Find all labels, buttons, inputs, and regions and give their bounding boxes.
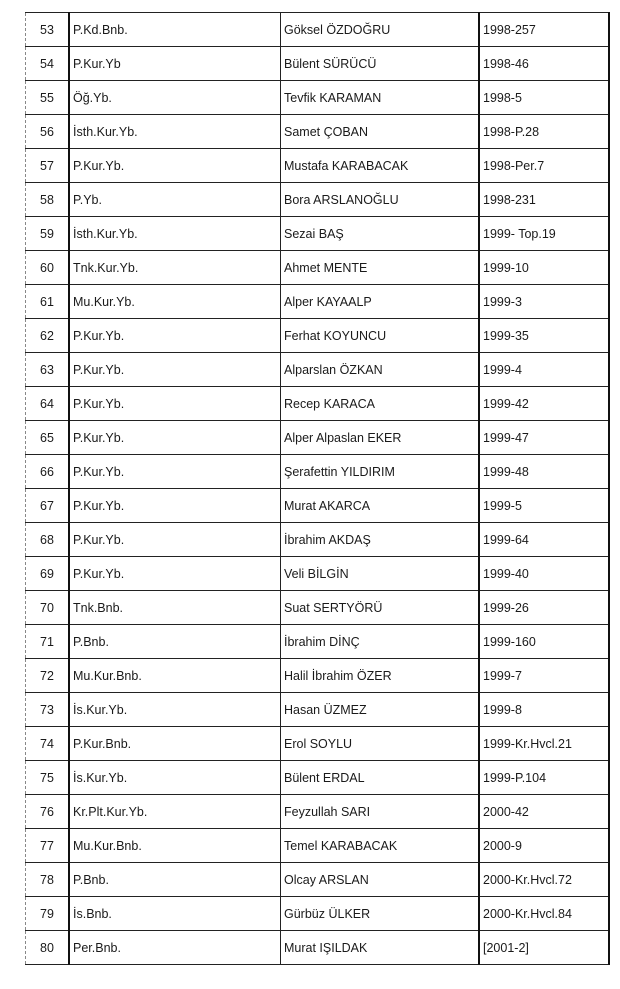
rank-cell: P.Kur.Yb <box>69 47 281 81</box>
rank-cell: P.Kur.Yb. <box>69 557 281 591</box>
row-number: 58 <box>26 183 70 217</box>
registry-code-cell: 1999-64 <box>479 523 609 557</box>
table-row <box>26 931 610 965</box>
person-name-cell: Suat SERTYÖRÜ <box>281 591 480 625</box>
table-row <box>26 761 610 795</box>
person-name-cell: Temel KARABACAK <box>281 829 480 863</box>
rank-cell: Per.Bnb. <box>69 931 281 965</box>
registry-code-cell: 2000-9 <box>479 829 609 863</box>
rank-cell: P.Kur.Yb. <box>69 523 281 557</box>
person-name-cell: İbrahim AKDAŞ <box>281 523 480 557</box>
registry-code-cell: 1999-48 <box>479 455 609 489</box>
rank-cell: Mu.Kur.Bnb. <box>69 659 281 693</box>
row-number: 73 <box>26 693 70 727</box>
registry-code-cell: 1999-P.104 <box>479 761 609 795</box>
row-number: 59 <box>26 217 70 251</box>
person-name-cell: İbrahim DİNÇ <box>281 625 480 659</box>
registry-code-cell: 1999-7 <box>479 659 609 693</box>
row-number: 72 <box>26 659 70 693</box>
registry-code-cell: 1998-5 <box>479 81 609 115</box>
table-row <box>26 149 610 183</box>
person-name-cell: Ahmet MENTE <box>281 251 480 285</box>
table-row <box>26 863 610 897</box>
registry-code-cell: 1999- Top.19 <box>479 217 609 251</box>
table-row <box>26 353 610 387</box>
row-number: 68 <box>26 523 70 557</box>
row-number: 61 <box>26 285 70 319</box>
row-number: 75 <box>26 761 70 795</box>
registry-code-cell: 1998-Per.7 <box>479 149 609 183</box>
rank-cell: Kr.Plt.Kur.Yb. <box>69 795 281 829</box>
table-row <box>26 217 610 251</box>
rank-cell: P.Bnb. <box>69 625 281 659</box>
rank-cell: Mu.Kur.Bnb. <box>69 829 281 863</box>
row-number: 65 <box>26 421 70 455</box>
table-row <box>26 47 610 81</box>
person-name-cell: Murat AKARCA <box>281 489 480 523</box>
row-number: 80 <box>26 931 70 965</box>
personnel-roster-table <box>25 12 610 965</box>
registry-code-cell: 1999-8 <box>479 693 609 727</box>
registry-code-cell: 2000-Kr.Hvcl.72 <box>479 863 609 897</box>
table-row <box>26 795 610 829</box>
rank-cell: İs.Kur.Yb. <box>69 693 281 727</box>
registry-code-cell: 2000-42 <box>479 795 609 829</box>
person-name-cell: Halil İbrahim ÖZER <box>281 659 480 693</box>
rank-cell: P.Bnb. <box>69 863 281 897</box>
rank-cell: P.Kur.Yb. <box>69 421 281 455</box>
rank-cell: Öğ.Yb. <box>69 81 281 115</box>
registry-code-cell: 1998-P.28 <box>479 115 609 149</box>
row-number: 77 <box>26 829 70 863</box>
registry-code-cell: 1998-231 <box>479 183 609 217</box>
registry-code-cell: 1999-160 <box>479 625 609 659</box>
registry-code-cell: 1999-4 <box>479 353 609 387</box>
person-name-cell: Hasan ÜZMEZ <box>281 693 480 727</box>
person-name-cell: Ferhat KOYUNCU <box>281 319 480 353</box>
person-name-cell: Feyzullah SARI <box>281 795 480 829</box>
row-number: 71 <box>26 625 70 659</box>
person-name-cell: Erol SOYLU <box>281 727 480 761</box>
rank-cell: P.Kur.Yb. <box>69 319 281 353</box>
person-name-cell: Murat IŞILDAK <box>281 931 480 965</box>
row-number: 53 <box>26 13 70 47</box>
registry-code-cell: 1999-40 <box>479 557 609 591</box>
row-number: 56 <box>26 115 70 149</box>
table-row <box>26 727 610 761</box>
person-name-cell: Bora ARSLANOĞLU <box>281 183 480 217</box>
table-row <box>26 251 610 285</box>
registry-code-cell: 1999-26 <box>479 591 609 625</box>
table-row <box>26 455 610 489</box>
row-number: 74 <box>26 727 70 761</box>
rank-cell: Mu.Kur.Yb. <box>69 285 281 319</box>
person-name-cell: Alper KAYAALP <box>281 285 480 319</box>
rank-cell: P.Kur.Bnb. <box>69 727 281 761</box>
table-row <box>26 387 610 421</box>
person-name-cell: Mustafa KARABACAK <box>281 149 480 183</box>
person-name-cell: Gürbüz ÜLKER <box>281 897 480 931</box>
table-row <box>26 693 610 727</box>
person-name-cell: Bülent SÜRÜCÜ <box>281 47 480 81</box>
row-number: 69 <box>26 557 70 591</box>
table-row <box>26 659 610 693</box>
person-name-cell: Recep KARACA <box>281 387 480 421</box>
table-row <box>26 591 610 625</box>
person-name-cell: Alparslan ÖZKAN <box>281 353 480 387</box>
row-number: 60 <box>26 251 70 285</box>
registry-code-cell: 1999-5 <box>479 489 609 523</box>
row-number: 79 <box>26 897 70 931</box>
person-name-cell: Samet ÇOBAN <box>281 115 480 149</box>
rank-cell: Tnk.Kur.Yb. <box>69 251 281 285</box>
table-row <box>26 81 610 115</box>
registry-code-cell: 1999-47 <box>479 421 609 455</box>
person-name-cell: Olcay ARSLAN <box>281 863 480 897</box>
rank-cell: P.Kd.Bnb. <box>69 13 281 47</box>
rank-cell: P.Kur.Yb. <box>69 455 281 489</box>
table-row <box>26 13 610 47</box>
registry-code-cell: 1999-10 <box>479 251 609 285</box>
person-name-cell: Göksel ÖZDOĞRU <box>281 13 480 47</box>
table-row <box>26 897 610 931</box>
rank-cell: İsth.Kur.Yb. <box>69 115 281 149</box>
rank-cell: P.Kur.Yb. <box>69 149 281 183</box>
table-row <box>26 523 610 557</box>
rank-cell: İsth.Kur.Yb. <box>69 217 281 251</box>
table-row <box>26 183 610 217</box>
rank-cell: İs.Kur.Yb. <box>69 761 281 795</box>
table-row <box>26 625 610 659</box>
table-row <box>26 115 610 149</box>
table-row <box>26 421 610 455</box>
registry-code-cell: 2000-Kr.Hvcl.84 <box>479 897 609 931</box>
row-number: 63 <box>26 353 70 387</box>
person-name-cell: Şerafettin YILDIRIM <box>281 455 480 489</box>
row-number: 67 <box>26 489 70 523</box>
rank-cell: P.Kur.Yb. <box>69 489 281 523</box>
registry-code-cell: 1998-46 <box>479 47 609 81</box>
registry-code-cell: 1999-Kr.Hvcl.21 <box>479 727 609 761</box>
row-number: 55 <box>26 81 70 115</box>
registry-code-cell: [2001-2] <box>479 931 609 965</box>
row-number: 62 <box>26 319 70 353</box>
person-name-cell: Bülent ERDAL <box>281 761 480 795</box>
table-row <box>26 319 610 353</box>
row-number: 64 <box>26 387 70 421</box>
person-name-cell: Sezai BAŞ <box>281 217 480 251</box>
table-row <box>26 285 610 319</box>
registry-code-cell: 1998-257 <box>479 13 609 47</box>
table-row <box>26 829 610 863</box>
row-number: 76 <box>26 795 70 829</box>
row-number: 70 <box>26 591 70 625</box>
rank-cell: Tnk.Bnb. <box>69 591 281 625</box>
person-name-cell: Alper Alpaslan EKER <box>281 421 480 455</box>
registry-code-cell: 1999-35 <box>479 319 609 353</box>
rank-cell: P.Yb. <box>69 183 281 217</box>
person-name-cell: Tevfik KARAMAN <box>281 81 480 115</box>
rank-cell: İs.Bnb. <box>69 897 281 931</box>
row-number: 57 <box>26 149 70 183</box>
table-row <box>26 557 610 591</box>
row-number: 54 <box>26 47 70 81</box>
rank-cell: P.Kur.Yb. <box>69 353 281 387</box>
row-number: 78 <box>26 863 70 897</box>
row-number: 66 <box>26 455 70 489</box>
rank-cell: P.Kur.Yb. <box>69 387 281 421</box>
registry-code-cell: 1999-3 <box>479 285 609 319</box>
table-row <box>26 489 610 523</box>
person-name-cell: Veli BİLGİN <box>281 557 480 591</box>
registry-code-cell: 1999-42 <box>479 387 609 421</box>
roster-body <box>26 13 610 965</box>
